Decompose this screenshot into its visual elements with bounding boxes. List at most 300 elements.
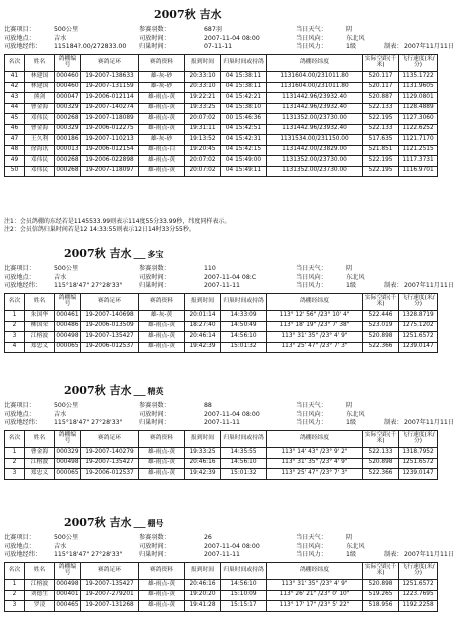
column-header: 报到时间 (185, 563, 221, 580)
race-info (4, 402, 454, 428)
footnote: 注1：会员鸽棚的东经若是1145533.99则表示114度55分33.99秒，纬度同样表示。 (4, 218, 231, 225)
results-section-penghao (4, 512, 454, 638)
table-cell: 14:35:55 (221, 448, 267, 459)
table-cell: 522.133 (363, 448, 399, 459)
info-label: 当日天气： (296, 26, 327, 33)
table-cell: 雄-雨点-黄 (139, 580, 185, 591)
info-value: 东北风 (346, 410, 365, 418)
table-cell: 19:33:25 (185, 103, 221, 114)
table-cell: 41 (5, 72, 25, 83)
table-cell: 曹金海 (25, 124, 55, 135)
info-row (4, 265, 437, 274)
info-label: 制表： (384, 43, 403, 51)
info-label: 当日风向： (296, 34, 327, 42)
column-header: 鸽棚经纬度 (267, 55, 363, 72)
info-label: 当日风向： (296, 542, 327, 550)
table-cell: 19-2007-118097 (81, 166, 139, 177)
column-header: 鸽棚编号 (55, 55, 81, 72)
info-label: 司放地经纬： (4, 419, 42, 427)
info-label: 制表： (384, 419, 403, 427)
table-cell: 04 15:38:10 (221, 103, 267, 114)
table-cell: 19-2007-135427 (81, 332, 139, 343)
results-section-jingying (4, 380, 454, 496)
info-label: 当日天气： (296, 534, 327, 541)
table-cell: 19-2006-012537 (81, 342, 139, 353)
table-cell: 19-2006-012154 (81, 145, 139, 156)
table-cell: 1117.3731 (399, 156, 438, 167)
table-cell: 雄-雨点-黄 (139, 601, 185, 612)
column-header: 飞行速度(米/分) (399, 294, 438, 311)
column-header: 名次 (5, 431, 25, 448)
table-cell: 19-2006-022898 (81, 156, 139, 167)
table-cell: 520.898 (363, 580, 399, 591)
table-cell: 19-2007-138633 (81, 72, 139, 83)
table-cell: 19-2007-140698 (81, 311, 139, 322)
info-label: 司放时间： (139, 410, 170, 418)
table-cell: 19-2007-135427 (81, 580, 139, 591)
table-cell: 113° 25' 47" /23° 7' 3" (267, 342, 363, 353)
table-cell: 1328.8719 (399, 311, 438, 322)
table-cell: 19-2007-131159 (81, 82, 139, 93)
table-cell: 19-2006-013509 (81, 321, 139, 332)
info-value: 500公里 (54, 265, 79, 272)
table-cell: 郑忠义 (25, 469, 55, 480)
column-header: 姓名 (25, 55, 55, 72)
info-value: 110 (204, 265, 216, 272)
table-row (5, 103, 438, 114)
table-cell: 520.898 (363, 332, 399, 343)
table-cell: 1131604.00/231011.80 (267, 82, 363, 93)
table-row (5, 321, 438, 332)
table-cell: 000465 (55, 601, 81, 612)
table-cell: 1 (5, 580, 25, 591)
info-label: 参赛羽数： (139, 26, 170, 33)
table-row (5, 458, 438, 469)
table-cell: 19-2007-140274 (81, 103, 139, 114)
info-value: 115184?.00/272833.00 (54, 43, 127, 51)
column-header: 赛鸽资料 (139, 563, 185, 580)
info-row (4, 274, 437, 283)
table-cell: 1131442.96/23932.40 (267, 93, 363, 104)
table-cell: 1251.6572 (399, 580, 438, 591)
table-cell: 15:01:32 (221, 342, 267, 353)
table-cell: 000498 (55, 458, 81, 469)
table-cell: 113° 17' 17" /23° 5' 22" (267, 601, 363, 612)
table-cell: 1239.0147 (399, 342, 438, 353)
table-cell: 519.265 (363, 590, 399, 601)
table-cell: 20:46:16 (185, 458, 221, 469)
info-value: 东北风 (346, 542, 365, 550)
table-cell: 43 (5, 93, 25, 104)
info-label: 比赛项目： (4, 26, 35, 33)
table-cell: 江榕波 (25, 332, 55, 343)
footnote: 注2：会员信鸽归巢时间若是12 14:33:55则表示12日14时33分55秒。 (4, 226, 195, 233)
table-cell: 19:42:39 (185, 342, 221, 353)
column-header: 实际空距(千米) (363, 55, 399, 72)
table-cell: 44 (5, 103, 25, 114)
table-row (5, 469, 438, 480)
table-cell: 520.117 (363, 82, 399, 93)
column-header: 姓名 (25, 294, 55, 311)
table-cell: 45 (5, 114, 25, 125)
table-cell: 19:20:20 (185, 590, 221, 601)
table-cell: 20:33:10 (185, 72, 221, 83)
results-table (4, 54, 438, 177)
table-cell: 20:07:02 (185, 156, 221, 167)
table-cell: 19-2007-279201 (81, 590, 139, 601)
info-value: 2007-11-11 (204, 282, 240, 290)
table-row (5, 145, 438, 156)
section-title: 2007秋 吉水 ___ 棚号 (64, 516, 164, 529)
info-value: 2007-11-04 08:00 (204, 34, 260, 42)
table-cell: 113° 31' 35" /23° 4' 9" (267, 580, 363, 591)
info-row (4, 26, 437, 35)
table-cell: 1131534.00/231150.00 (267, 135, 363, 146)
info-row (4, 35, 437, 44)
info-label: 制表： (384, 282, 403, 290)
column-header: 鸽棚经纬度 (267, 563, 363, 580)
table-cell: 雄-灰-砂 (139, 72, 185, 83)
info-label: 司放时间： (139, 34, 170, 42)
table-cell: 20:46:14 (185, 332, 221, 343)
table-row (5, 135, 438, 146)
table-cell: 19-2007-118089 (81, 114, 139, 125)
table-cell: 罗凌 (25, 601, 55, 612)
table-header-row (5, 431, 438, 448)
column-header: 名次 (5, 563, 25, 580)
column-header: 归巢时间或持鸽 (221, 294, 267, 311)
table-cell: 518.956 (363, 601, 399, 612)
table-cell: 520.898 (363, 458, 399, 469)
table-cell: 1275.1202 (399, 321, 438, 332)
table-cell: 000486 (55, 321, 81, 332)
info-label: 比赛项目： (4, 534, 35, 541)
results-table (4, 430, 438, 480)
info-label: 司放时间： (139, 273, 170, 281)
table-cell: 19-2006-012537 (81, 469, 139, 480)
table-cell: 04 15:49:11 (221, 166, 267, 177)
table-row (5, 124, 438, 135)
info-row (4, 551, 454, 560)
table-cell: 000268 (55, 166, 81, 177)
table-cell: 000401 (55, 590, 81, 601)
table-row (5, 72, 438, 83)
column-header: 赛鸽资料 (139, 55, 185, 72)
table-cell: 1 (5, 311, 25, 322)
table-cell: 20:46:16 (185, 580, 221, 591)
info-value: 2007年11月11日 (404, 43, 454, 51)
table-header-row (5, 563, 438, 580)
info-label: 归巢时间： (139, 551, 170, 559)
table-row (5, 448, 438, 459)
table-cell: 522.446 (363, 311, 399, 322)
info-value: 吉水 (54, 542, 67, 550)
info-value: 2007-11-04 08:00 (204, 410, 260, 418)
column-header: 名次 (5, 294, 25, 311)
table-cell: 1135.1722 (399, 72, 438, 83)
info-label: 比赛项目： (4, 265, 35, 272)
table-cell: 000460 (55, 72, 81, 83)
table-cell: 熊剑 (25, 93, 55, 104)
info-label: 归巢时间： (139, 419, 170, 427)
table-cell: 523.019 (363, 321, 399, 332)
table-cell: 雄-雨点-黄 (139, 332, 185, 343)
table-cell: 曹金海 (25, 103, 55, 114)
table-cell: 113° 14' 43" /23° 9' 2" (267, 448, 363, 459)
table-cell: 520.117 (363, 72, 399, 83)
table-cell: 521.851 (363, 145, 399, 156)
section-title: 2007秋 吉水 ___ 精英 (64, 384, 164, 397)
info-row (4, 419, 454, 428)
table-cell: 000460 (55, 82, 81, 93)
table-cell: 04 15:42:31 (221, 135, 267, 146)
results-table (4, 293, 438, 353)
table-row (5, 82, 438, 93)
column-header: 飞行速度(米/分) (399, 431, 438, 448)
column-header: 赛鸽资料 (139, 431, 185, 448)
info-label: 归巢时间： (139, 282, 170, 290)
table-cell: 19-2006-012275 (81, 124, 139, 135)
table-cell: 雄-雨点-黄 (139, 124, 185, 135)
info-value: 26 (204, 534, 212, 541)
table-cell: 19-2006-012114 (81, 93, 139, 104)
table-header-row (5, 294, 438, 311)
table-cell: 000329 (55, 103, 81, 114)
table-cell: 000329 (55, 448, 81, 459)
info-value: 吉水 (54, 410, 67, 418)
table-cell: 19:13:52 (185, 135, 221, 146)
table-cell: 522.195 (363, 166, 399, 177)
table-cell: 雄-雨点-白 (139, 145, 185, 156)
table-cell: 1131442.00/23829.00 (267, 145, 363, 156)
table-cell: 04 15:42:21 (221, 93, 267, 104)
info-label: 当日风力： (296, 43, 327, 51)
table-cell: 113° 31' 35" /23° 4' 9" (267, 332, 363, 343)
info-value: 1级 (346, 419, 357, 427)
table-cell: 林建国 (25, 82, 55, 93)
column-header: 归巢时间或持鸽 (221, 563, 267, 580)
info-label: 当日天气： (296, 265, 327, 272)
info-value: 1级 (346, 43, 357, 51)
table-cell: 郑忠义 (25, 342, 55, 353)
table-cell: 522.195 (363, 114, 399, 125)
table-cell: 000268 (55, 156, 81, 167)
table-cell: 王久利 (25, 135, 55, 146)
info-row (4, 43, 454, 52)
table-cell: 113° 31' 35" /23° 4' 9" (267, 458, 363, 469)
table-cell: 522.133 (363, 103, 399, 114)
table-cell: 1 (5, 448, 25, 459)
info-label: 当日天气： (296, 402, 327, 409)
info-value: 500公里 (54, 26, 79, 33)
table-cell: 49 (5, 156, 25, 167)
table-cell: 522.195 (363, 156, 399, 167)
column-header: 归巢时间或持鸽 (221, 55, 267, 72)
table-cell: 2 (5, 458, 25, 469)
column-header: 赛鸽足环 (81, 431, 139, 448)
table-cell: 林建国 (25, 72, 55, 83)
info-value: 115°18'47" 27°28'33" (54, 419, 123, 427)
column-header: 归巢时间或持鸽 (221, 431, 267, 448)
info-label: 当日风力： (296, 282, 327, 290)
info-value: 687羽 (204, 26, 222, 33)
table-cell: 1131604.00/231011.80 (267, 72, 363, 83)
column-header: 赛鸽足环 (81, 294, 139, 311)
table-cell: 2 (5, 590, 25, 601)
table-cell: 2 (5, 321, 25, 332)
column-header: 赛鸽资料 (139, 294, 185, 311)
column-header: 报到时间 (185, 431, 221, 448)
info-row (4, 402, 437, 411)
column-header: 赛鸽足环 (81, 563, 139, 580)
info-row (4, 282, 454, 291)
column-header: 报到时间 (185, 294, 221, 311)
table-cell: 1121.7170 (399, 135, 438, 146)
table-cell: 19:22:21 (185, 93, 221, 104)
table-row (5, 332, 438, 343)
table-cell: 19:42:39 (185, 469, 221, 480)
table-row (5, 156, 438, 167)
table-cell: 朱国华 (25, 311, 55, 322)
info-label: 司放地经纬： (4, 43, 42, 51)
info-value: 东北风 (346, 273, 365, 281)
table-cell: 18:27:40 (185, 321, 221, 332)
info-value: 阴 (346, 402, 353, 409)
info-value: 500公里 (54, 534, 79, 541)
table-cell: 000268 (55, 114, 81, 125)
table-cell: 1131.9605 (399, 82, 438, 93)
table-cell: 20:01:14 (185, 311, 221, 322)
table-cell: 雄-雨点-黄 (139, 590, 185, 601)
table-cell: 1251.6572 (399, 458, 438, 469)
table-cell: 000498 (55, 332, 81, 343)
table-cell: 46 (5, 124, 25, 135)
table-cell: 113° 26' 21" /23° 0' 10" (267, 590, 363, 601)
table-row (5, 114, 438, 125)
column-header: 姓名 (25, 563, 55, 580)
table-cell: 19-2007-110213 (81, 135, 139, 146)
info-row (4, 543, 437, 552)
info-value: 500公里 (54, 402, 79, 409)
table-cell: 19:41:28 (185, 601, 221, 612)
table-cell: 20:07:02 (185, 166, 221, 177)
table-cell: 520.887 (363, 93, 399, 104)
info-label: 司放地经纬： (4, 551, 42, 559)
table-cell: 3 (5, 601, 25, 612)
column-header: 鸽棚编号 (55, 431, 81, 448)
info-value: 2007年11月11日 (404, 419, 454, 427)
column-header: 鸽棚编号 (55, 563, 81, 580)
race-info (4, 26, 454, 52)
info-value: 1级 (346, 282, 357, 290)
table-cell: 雄-雨点-黄 (139, 458, 185, 469)
footnotes (4, 218, 437, 234)
table-cell: 3 (5, 332, 25, 343)
info-value: 2007-11-04 08:00 (204, 542, 260, 550)
table-cell: 522.133 (363, 124, 399, 135)
table-cell: 04 15:42:51 (221, 124, 267, 135)
info-row (4, 534, 437, 543)
info-label: 参赛羽数： (139, 534, 170, 541)
info-value: 吉水 (54, 34, 67, 42)
table-cell: 1116.9701 (399, 166, 438, 177)
info-value: 2007-11-11 (204, 419, 240, 427)
table-cell: 14:33:09 (221, 311, 267, 322)
table-cell: 000461 (55, 311, 81, 322)
table-header-row (5, 55, 438, 72)
table-cell: 517.635 (363, 135, 399, 146)
table-cell: 1121.2515 (399, 145, 438, 156)
table-cell: 50 (5, 166, 25, 177)
table-cell: 1129.0801 (399, 93, 438, 104)
table-cell: 19:33:25 (185, 448, 221, 459)
info-value: 1级 (346, 551, 357, 559)
table-cell: 42 (5, 82, 25, 93)
info-label: 归巢时间： (139, 43, 170, 51)
table-cell: 雄-雨点-黄 (139, 342, 185, 353)
info-label: 制表： (384, 551, 403, 559)
column-header: 实际空距(千米) (363, 431, 399, 448)
table-row (5, 580, 438, 591)
results-section-duobao (4, 243, 454, 373)
table-cell: 柳国荣 (25, 321, 55, 332)
table-cell: 1131352.00/23730.00 (267, 114, 363, 125)
table-row (5, 590, 438, 601)
table-cell: 113° 18' 19" /23° 7' 38" (267, 321, 363, 332)
info-label: 司放地点： (4, 410, 35, 418)
table-cell: 522.366 (363, 342, 399, 353)
table-row (5, 93, 438, 104)
info-label: 比赛项目： (4, 402, 35, 409)
column-header: 鸽棚编号 (55, 294, 81, 311)
table-cell: 000186 (55, 135, 81, 146)
table-cell: 雄-雨点-黄 (139, 114, 185, 125)
table-cell: 1223.7695 (399, 590, 438, 601)
table-cell: 14:56:10 (221, 580, 267, 591)
table-cell: 15:01:32 (221, 469, 267, 480)
table-cell: 徐海讯 (25, 145, 55, 156)
table-cell: 雄-雨点-黄 (139, 321, 185, 332)
table-cell: 15:15:17 (221, 601, 267, 612)
table-cell: 4 (5, 342, 25, 353)
table-cell: 47 (5, 135, 25, 146)
table-cell: 1128.4889 (399, 103, 438, 114)
column-header: 飞行速度(米/分) (399, 55, 438, 72)
column-header: 姓名 (25, 431, 55, 448)
info-value: 115°18'47" 27°28'33" (54, 551, 123, 559)
info-value: 阴 (346, 26, 353, 33)
info-value: 2007-11-11 (204, 551, 240, 559)
table-cell: 113° 12' 56" /23° 10' 4" (267, 311, 363, 322)
table-cell: 20:33:10 (185, 82, 221, 93)
table-cell: 雄-灰-黄 (139, 311, 185, 322)
table-cell: 1239.0147 (399, 469, 438, 480)
table-cell: 20:07:02 (185, 114, 221, 125)
race-info (4, 265, 454, 291)
info-value: 2007年11月11日 (404, 551, 454, 559)
table-cell: 19-2007-135427 (81, 458, 139, 469)
info-value: 88 (204, 402, 212, 409)
table-cell: 000065 (55, 469, 81, 480)
table-cell: 1251.6572 (399, 332, 438, 343)
info-row (4, 411, 437, 420)
table-cell: 00 15:46:36 (221, 114, 267, 125)
table-cell: 19-2007-131268 (81, 601, 139, 612)
table-cell: 000329 (55, 124, 81, 135)
table-cell: 14:56:10 (221, 458, 267, 469)
table-cell: 14:50:49 (221, 321, 267, 332)
table-cell: 江榕波 (25, 458, 55, 469)
